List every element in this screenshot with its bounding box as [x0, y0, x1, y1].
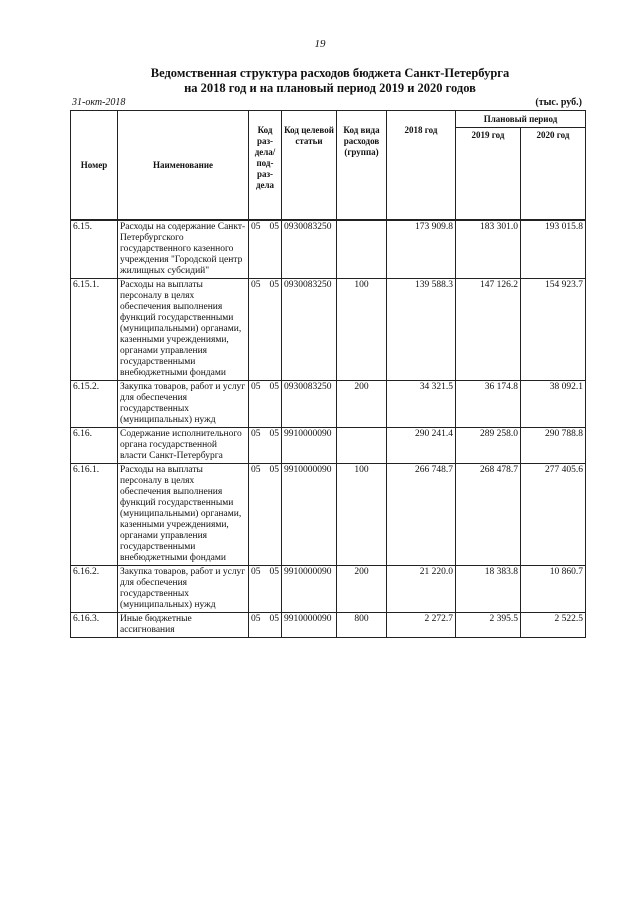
row-subsection-code: 05: [265, 381, 282, 428]
header-plan-period: Плановый период: [456, 111, 586, 128]
row-section-code: 05: [249, 566, 265, 613]
row-expense-type: [337, 221, 387, 279]
row-name: Закупка товаров, работ и услуг для обеспечения государственных (муниципальных) нужд: [118, 381, 249, 428]
row-expense-type: [337, 428, 387, 464]
row-2018-value: 290 241.4: [387, 428, 456, 464]
row-2020-value: 193 015.8: [521, 221, 586, 279]
row-2019-value: 268 478.7: [456, 464, 521, 566]
row-subsection-code: 05: [265, 428, 282, 464]
row-number: 6.16.: [71, 428, 118, 464]
row-2020-value: 2 522.5: [521, 613, 586, 638]
row-2018-value: 173 909.8: [387, 221, 456, 279]
row-target-code: 9910000090: [282, 428, 337, 464]
row-number: 6.15.: [71, 221, 118, 279]
row-subsection-code: 05: [265, 221, 282, 279]
row-name: Расходы на выплаты персоналу в целях обеспечения выполнения функций государственными (муниципальными) органами, казенными учреждениями, органами управления государственными внебюджетными фондами: [118, 279, 249, 381]
row-2018-value: 34 321.5: [387, 381, 456, 428]
table-row: [71, 221, 586, 279]
table-body: [71, 220, 586, 638]
row-number: 6.16.2.: [71, 566, 118, 613]
row-name: Расходы на выплаты персоналу в целях обеспечения выполнения функций государственными (муниципальными) органами, казенными учреждениями, органами управления государственными внебюджетными фондами: [118, 464, 249, 566]
row-2020-value: 154 923.7: [521, 279, 586, 381]
header-number: Номер: [71, 111, 118, 220]
row-target-code: 9910000090: [282, 613, 337, 638]
table-row: [71, 381, 586, 428]
header-expense-type-code: Код вида расходов (группа): [337, 111, 387, 220]
header-2018: 2018 год: [387, 111, 456, 220]
row-section-code: 05: [249, 221, 265, 279]
row-target-code: 9910000090: [282, 566, 337, 613]
row-expense-type: 100: [337, 279, 387, 381]
row-expense-type: 200: [337, 566, 387, 613]
header-name: Наименование: [118, 111, 249, 220]
row-section-code: 05: [249, 381, 265, 428]
table-row: [71, 613, 586, 638]
row-name: Расходы на содержание Санкт-Петербургского государственного казенного учреждения "Городской центр жилищных субсидий": [118, 221, 249, 279]
title-line-1: Ведомственная структура расходов бюджета Санкт-Петербурга: [150, 66, 510, 80]
units-label: (тыс. руб.): [535, 97, 582, 108]
row-target-code: 0930083250: [282, 221, 337, 279]
row-target-code: 0930083250: [282, 279, 337, 381]
table-row: [71, 279, 586, 381]
row-name: Содержание исполнительного органа государственной власти Санкт-Петербурга: [118, 428, 249, 464]
table-row: [71, 464, 586, 566]
row-target-code: 9910000090: [282, 464, 337, 566]
header-2019: 2019 год: [456, 128, 521, 220]
row-2019-value: 183 301.0: [456, 221, 521, 279]
row-2019-value: 147 126.2: [456, 279, 521, 381]
row-expense-type: 100: [337, 464, 387, 566]
document-title: [100, 66, 560, 96]
row-name: Закупка товаров, работ и услуг для обеспечения государственных (муниципальных) нужд: [118, 566, 249, 613]
row-subsection-code: 05: [265, 566, 282, 613]
row-2018-value: 266 748.7: [387, 464, 456, 566]
row-2019-value: 2 395.5: [456, 613, 521, 638]
page-number: 19: [314, 38, 326, 50]
row-subsection-code: 05: [265, 613, 282, 638]
row-section-code: 05: [249, 279, 265, 381]
row-2019-value: 289 258.0: [456, 428, 521, 464]
row-2018-value: 139 588.3: [387, 279, 456, 381]
row-expense-type: 200: [337, 381, 387, 428]
row-number: 6.15.2.: [71, 381, 118, 428]
row-2019-value: 36 174.8: [456, 381, 521, 428]
document-date: 31-окт-2018: [72, 97, 126, 108]
row-section-code: 05: [249, 428, 265, 464]
table-row: [71, 428, 586, 464]
row-2018-value: 21 220.0: [387, 566, 456, 613]
row-number: 6.16.1.: [71, 464, 118, 566]
row-section-code: 05: [249, 613, 265, 638]
row-number: 6.15.1.: [71, 279, 118, 381]
row-subsection-code: 05: [265, 464, 282, 566]
header-2020: 2020 год: [521, 128, 586, 220]
row-2019-value: 18 383.8: [456, 566, 521, 613]
header-section-code: Код раз-дела/ под-раз-дела: [249, 111, 282, 220]
row-2020-value: 290 788.8: [521, 428, 586, 464]
row-expense-type: 800: [337, 613, 387, 638]
row-target-code: 0930083250: [282, 381, 337, 428]
row-2020-value: 10 860.7: [521, 566, 586, 613]
row-section-code: 05: [249, 464, 265, 566]
row-name: Иные бюджетные ассигнования: [118, 613, 249, 638]
title-line-2: на 2018 год и на плановый период 2019 и 2020 годов: [184, 81, 476, 95]
row-number: 6.16.3.: [71, 613, 118, 638]
table-row: [71, 566, 586, 613]
header-target-code: Код целевой статьи: [282, 111, 337, 220]
row-2020-value: 277 405.6: [521, 464, 586, 566]
row-2020-value: 38 092.1: [521, 381, 586, 428]
budget-table: [70, 110, 586, 638]
row-2018-value: 2 272.7: [387, 613, 456, 638]
row-subsection-code: 05: [265, 279, 282, 381]
